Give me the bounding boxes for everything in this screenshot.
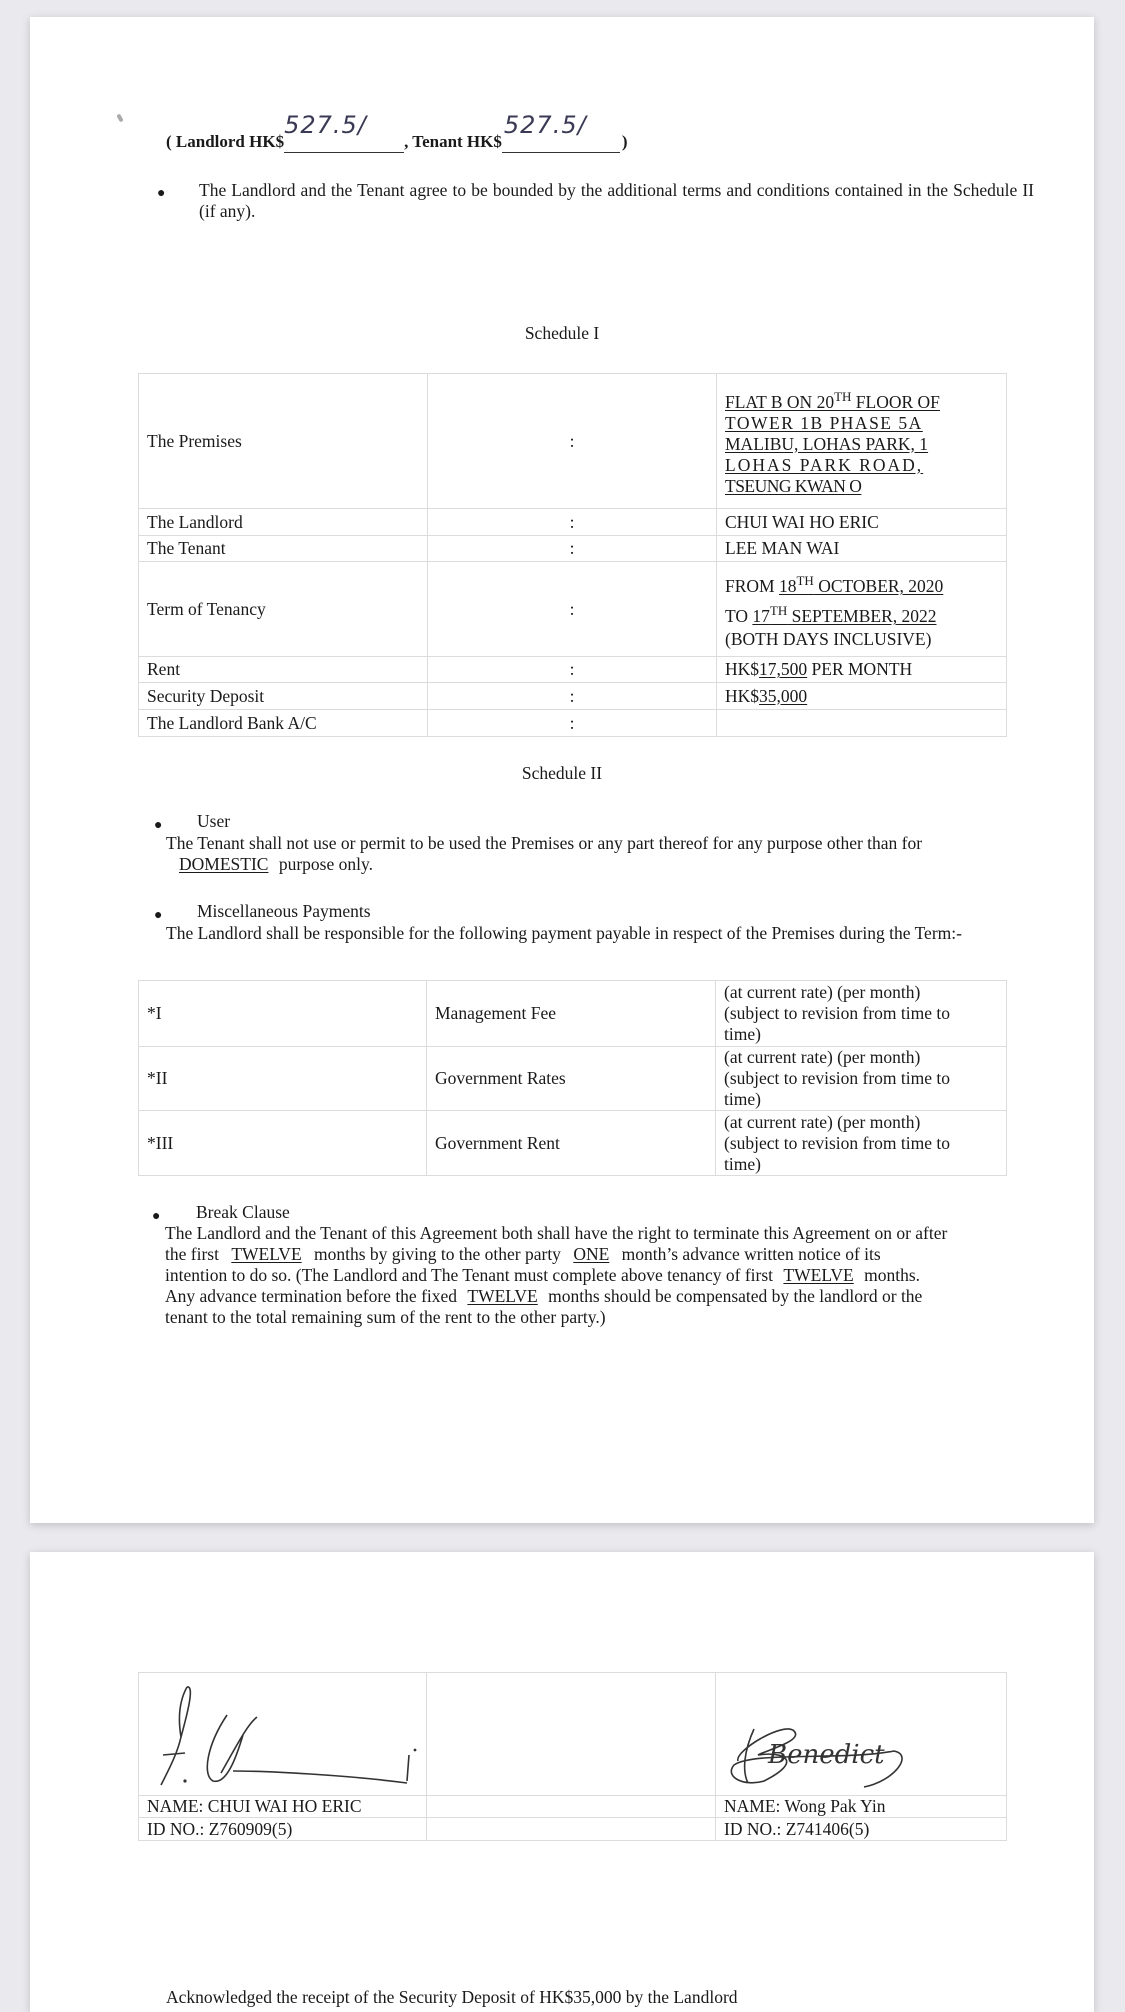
- table-row: [139, 981, 1007, 1047]
- user-purpose: DOMESTIC: [179, 854, 269, 874]
- break-clause-text: [165, 1223, 1037, 1328]
- term-to-day: 17: [752, 606, 770, 626]
- bullet-icon: ●: [154, 818, 163, 833]
- clause-term-months: TWELVE: [231, 1244, 302, 1264]
- address-line: MALIBU, LOHAS PARK, 1: [725, 433, 929, 454]
- clause-text: months should be compensated by the landlord or the: [543, 1286, 923, 1306]
- closing-paren: ): [621, 132, 628, 151]
- address-line: TOWER 1B PHASE 5A: [725, 412, 923, 433]
- payment-item: Government Rent: [427, 1111, 716, 1176]
- landlord-signature-cell: [139, 1673, 427, 1796]
- address-line: FLAT B ON 20: [725, 391, 835, 412]
- tenant-signature-image: [724, 1721, 914, 1791]
- clause-fixed-months: TWELVE: [467, 1286, 538, 1306]
- bullet-icon: ●: [154, 908, 163, 923]
- clause-text: intention to do so. (The Landlord and The Tenant must complete above tenancy of first: [165, 1265, 778, 1285]
- witness-cell: [427, 1673, 716, 1796]
- landlord-amount-handwritten: 527.5/: [284, 111, 367, 139]
- bullet-icon: ●: [157, 186, 166, 201]
- user-clause: [166, 833, 1036, 875]
- term-note: (BOTH DAYS INCLUSIVE): [725, 629, 932, 649]
- witness-id: [427, 1818, 716, 1841]
- term-to-label: TO: [725, 606, 753, 626]
- landlord-signature-image: [147, 1675, 417, 1793]
- address-line: FLOOR OF: [851, 391, 940, 412]
- term-of-tenancy-value: [717, 562, 1007, 657]
- currency-prefix: HK$: [725, 659, 760, 679]
- rent-value: [717, 657, 1007, 683]
- table-row: [139, 1047, 1007, 1111]
- term-from-day: 18: [778, 576, 797, 596]
- terms-line: (subject to revision from time to: [724, 1132, 950, 1153]
- user-text: The Tenant shall not use or permit to be used the Premises or any part thereof for any purpose other than for: [166, 833, 923, 853]
- clause-text: month’s advance written notice of its: [617, 1244, 881, 1264]
- colon: :: [428, 509, 717, 536]
- colon: :: [428, 657, 717, 683]
- payment-terms: [716, 1111, 1007, 1176]
- ordinal-suffix: TH: [834, 388, 852, 404]
- table-row: [139, 562, 1007, 657]
- terms-line: (at current rate) (per month): [724, 982, 921, 1002]
- intro-paragraph: The Landlord and the Tenant agree to be bounded by the additional terms and conditions contained in the Schedule II (if any).: [199, 180, 1034, 221]
- terms-line: time): [724, 1153, 761, 1174]
- clause-text: months by giving to the other party: [309, 1244, 566, 1264]
- tenant-name: LEE MAN WAI: [717, 536, 1007, 562]
- payment-item: Management Fee: [427, 981, 716, 1047]
- tenant-id: ID NO.: Z741406(5): [716, 1818, 1007, 1841]
- colon: :: [428, 536, 717, 562]
- table-row: [139, 1673, 1007, 1796]
- bullet-icon: ●: [152, 1209, 161, 1224]
- table-row: [139, 710, 1007, 737]
- row-label: Term of Tenancy: [139, 562, 428, 657]
- clause-text: Any advance termination before the fixed: [165, 1286, 462, 1306]
- row-label: The Premises: [139, 374, 428, 509]
- address-line: LOHAS PARK ROAD,: [725, 454, 924, 475]
- user-text-end: purpose only.: [274, 854, 373, 874]
- row-label: The Tenant: [139, 536, 428, 562]
- rent-amount: 17,500: [759, 659, 808, 679]
- user-heading: User: [197, 811, 231, 831]
- document-page-2: [30, 1552, 1094, 2012]
- colon: :: [428, 562, 717, 657]
- table-row: [139, 1818, 1007, 1841]
- break-clause-heading: Break Clause: [196, 1202, 290, 1222]
- table-row: [139, 1111, 1007, 1176]
- landlord-label: ( Landlord HK$: [166, 132, 285, 151]
- table-row: [139, 683, 1007, 710]
- table-row: [139, 657, 1007, 683]
- tenant-signature-text: Benedict: [768, 1740, 885, 1770]
- row-label: Rent: [139, 657, 428, 683]
- payment-terms: [716, 1047, 1007, 1111]
- payment-terms: [716, 981, 1007, 1047]
- colon: :: [428, 374, 717, 509]
- ordinal-suffix: TH: [796, 573, 814, 589]
- terms-line: time): [724, 1089, 761, 1109]
- table-row: [139, 1796, 1007, 1818]
- ordinal-suffix: TH: [769, 603, 788, 619]
- tenant-amount-handwritten: 527.5/: [503, 111, 587, 139]
- clause-notice-months: ONE: [573, 1244, 610, 1264]
- terms-line: (at current rate) (per month): [724, 1047, 921, 1067]
- row-label: Security Deposit: [139, 683, 428, 710]
- row-label: The Landlord: [139, 509, 428, 536]
- clause-min-months: TWELVE: [783, 1265, 854, 1285]
- table-row: [139, 536, 1007, 562]
- stray-mark: [116, 114, 123, 123]
- payment-number: *III: [139, 1111, 427, 1176]
- currency-prefix: HK$: [725, 685, 760, 706]
- colon: :: [428, 683, 717, 710]
- signature-table: [138, 1672, 1007, 1841]
- term-from-label: FROM: [725, 576, 779, 596]
- stamp-duty-line: [166, 111, 628, 153]
- terms-line: (subject to revision from time to: [724, 1003, 950, 1023]
- landlord-name: NAME: CHUI WAI HO ERIC: [139, 1796, 427, 1818]
- row-label: The Landlord Bank A/C: [139, 710, 428, 737]
- terms-line: (at current rate) (per month): [724, 1111, 921, 1132]
- schedule-2-title: Schedule II: [521, 763, 603, 783]
- premises-address: [717, 374, 1007, 509]
- misc-heading: Miscellaneous Payments: [197, 901, 371, 921]
- schedule-1-table: [138, 373, 1007, 737]
- term-to-date: SEPTEMBER, 2022: [787, 606, 937, 626]
- acknowledgement-text: Acknowledged the receipt of the Security Deposit of HK$35,000 by the Landlord: [166, 1987, 738, 2007]
- bank-account-value: [717, 710, 1007, 737]
- table-row: [139, 509, 1007, 536]
- schedule-1-title: Schedule I: [524, 323, 600, 343]
- address-line: TSEUNG KWAN O: [725, 475, 862, 496]
- payment-number: *I: [139, 981, 427, 1047]
- rent-period: PER MONTH: [807, 659, 913, 679]
- payment-item: Government Rates: [427, 1047, 716, 1111]
- document-page-1: [30, 17, 1094, 1523]
- landlord-name: CHUI WAI HO ERIC: [717, 509, 1007, 536]
- term-from-date: OCTOBER, 2020: [813, 576, 944, 596]
- deposit-amount: 35,000: [759, 685, 808, 706]
- landlord-id: ID NO.: Z760909(5): [139, 1818, 427, 1841]
- terms-line: time): [724, 1024, 761, 1044]
- clause-line: tenant to the total remaining sum of the rent to the other party.): [165, 1307, 606, 1327]
- colon: :: [428, 710, 717, 737]
- payment-number: *II: [139, 1047, 427, 1111]
- tenant-label: , Tenant HK$: [404, 132, 502, 151]
- payments-table: [138, 980, 1007, 1176]
- tenant-name: NAME: Wong Pak Yin: [716, 1796, 1007, 1818]
- clause-line: The Landlord and the Tenant of this Agreement both shall have the right to terminate this Agreement on or after: [165, 1223, 948, 1243]
- tenant-signature-cell: [716, 1673, 1007, 1796]
- misc-text: The Landlord shall be responsible for the following payment payable in respect of the Premises during the Term:-: [166, 923, 962, 943]
- deposit-value: [717, 683, 1007, 710]
- clause-text: the first: [165, 1244, 224, 1264]
- table-row: [139, 374, 1007, 509]
- witness-name: [427, 1796, 716, 1818]
- clause-text: months.: [859, 1265, 921, 1285]
- terms-line: (subject to revision from time to: [724, 1068, 950, 1088]
